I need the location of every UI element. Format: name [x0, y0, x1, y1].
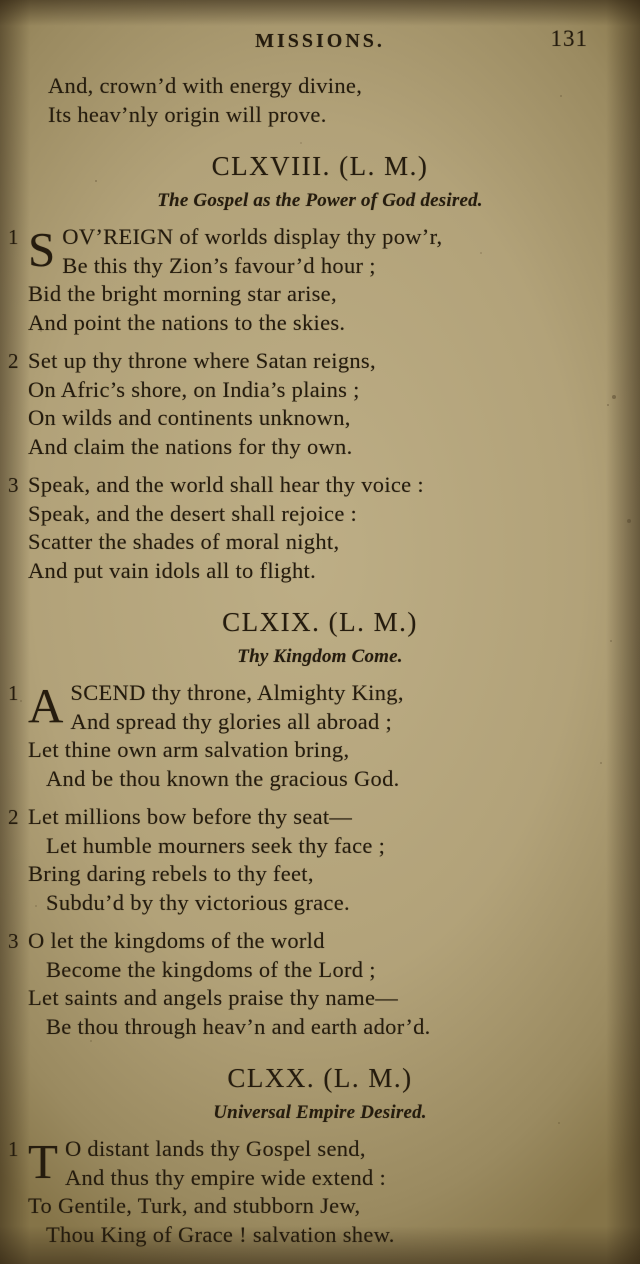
- verse-line: Speak, and the world shall hear thy voice :: [28, 472, 424, 497]
- verse: [0, 927, 640, 1041]
- verse: [0, 347, 640, 461]
- verse-body: [28, 347, 640, 461]
- verse-line: Set up thy throne where Satan reigns,: [28, 348, 376, 373]
- verse: [0, 679, 640, 793]
- verse-line: Its heav’nly origin will prove.: [48, 101, 327, 127]
- verse-line: And be thou known the gracious God.: [46, 765, 400, 791]
- verse-line: O let the kingdoms of the world: [28, 928, 325, 953]
- drop-cap-initial: T: [28, 1134, 58, 1189]
- verse-line: Scatter the shades of moral night,: [28, 529, 340, 554]
- verse-line: And spread thy glories all abroad ;: [70, 708, 393, 734]
- verse-body: [28, 803, 640, 917]
- verse-number: 3: [8, 929, 19, 953]
- verse: [0, 223, 640, 337]
- hymns-container: [0, 149, 640, 1249]
- verse-line: And thus thy empire wide extend :: [64, 1164, 387, 1190]
- verse-line: OV’REIGN of worlds display thy pow’r,: [62, 224, 443, 249]
- hymn-section: [0, 149, 640, 585]
- verse-number: 1: [8, 225, 19, 249]
- verse-line: Be thou through heav’n and earth ador’d.: [46, 1013, 431, 1039]
- verse-line: And, crown’d with energy divine,: [48, 73, 363, 98]
- verse-line: Let thine own arm salvation bring,: [28, 737, 350, 762]
- verse-line: Bring daring rebels to thy feet,: [28, 861, 314, 886]
- hymn-subtitle: Thy Kingdom Come.: [237, 646, 403, 667]
- verse-line: Let saints and angels praise thy name—: [28, 985, 399, 1010]
- verse-line: To Gentile, Turk, and stubborn Jew,: [28, 1193, 361, 1218]
- verse-line: On Afric’s shore, on India’s plains ;: [28, 376, 360, 402]
- verse-body: [28, 927, 640, 1041]
- hymn-subtitle: The Gospel as the Power of God desired.: [157, 190, 483, 211]
- verse-body: [28, 1135, 640, 1249]
- hymn-section: [0, 605, 640, 1041]
- verse: [0, 471, 640, 585]
- verse-number: 3: [8, 473, 19, 497]
- page-header: [0, 0, 640, 58]
- verse-number: 1: [8, 681, 19, 705]
- verse-line: Bid the bright morning star arise,: [28, 281, 337, 306]
- verse-number: 2: [8, 349, 19, 373]
- verse-number: 2: [8, 805, 19, 829]
- page-number: 131: [550, 26, 588, 51]
- verse-line: Let humble mourners seek thy face ;: [46, 832, 386, 858]
- verse-line: And put vain idols all to flight.: [28, 557, 317, 583]
- section-header: MISSIONS.: [255, 30, 385, 52]
- drop-cap-initial: S: [28, 222, 56, 277]
- verse: [0, 803, 640, 917]
- verse-body: [28, 679, 640, 793]
- verse-line: And point the nations to the skies.: [28, 309, 346, 335]
- hymn-section: [0, 1061, 640, 1249]
- verse-line: Subdu’d by thy victorious grace.: [46, 889, 350, 915]
- stanza-continuation: [0, 72, 640, 129]
- drop-cap-initial: A: [28, 678, 64, 733]
- verse-line: Thou King of Grace ! salvation shew.: [46, 1221, 395, 1247]
- hymn-number-title: CLXX. (L. M.): [227, 1063, 413, 1093]
- verse-line: Let millions bow before thy seat—: [28, 804, 353, 829]
- verse-line: SCEND thy throne, Almighty King,: [70, 680, 404, 705]
- hymn-number-title: CLXVIII. (L. M.): [211, 151, 429, 181]
- verse-line: O distant lands thy Gospel send,: [64, 1136, 366, 1161]
- verse-line: Speak, and the desert shall rejoice :: [28, 500, 358, 526]
- verse-line: And claim the nations for thy own.: [28, 433, 353, 459]
- verse-line: On wilds and continents unknown,: [28, 405, 351, 430]
- verse-body: [28, 223, 640, 337]
- verse: [0, 1135, 640, 1249]
- verse-number: 1: [8, 1137, 19, 1161]
- verse-line: Become the kingdoms of the Lord ;: [46, 956, 376, 982]
- verse-body: [28, 471, 640, 585]
- hymn-number-title: CLXIX. (L. M.): [222, 607, 418, 637]
- verse-line: Be this thy Zion’s favour’d hour ;: [62, 252, 376, 278]
- hymn-subtitle: Universal Empire Desired.: [213, 1102, 427, 1123]
